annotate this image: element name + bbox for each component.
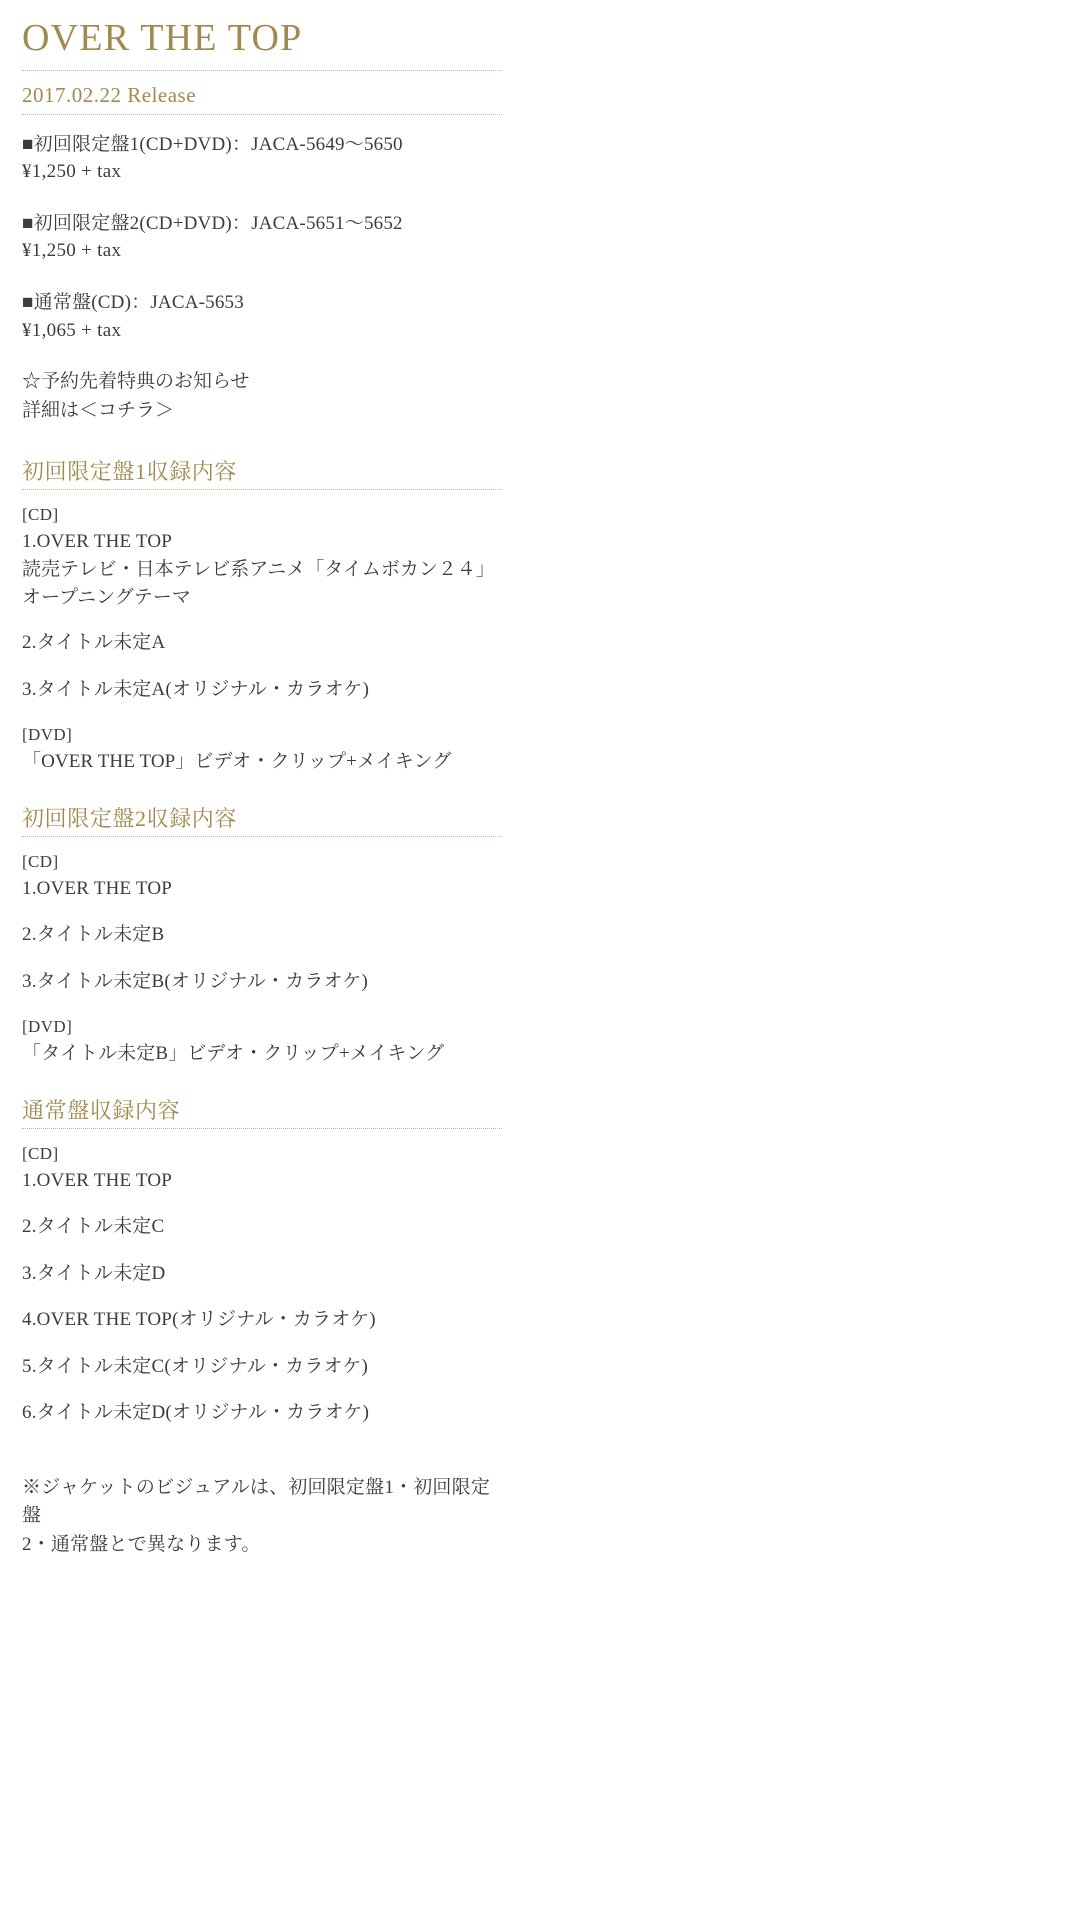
edition-price: ¥1,250 + tax xyxy=(22,161,122,183)
tracklist xyxy=(22,502,600,776)
track-item: 6.タイトル未定D(オリジナル・カラオケ) xyxy=(22,1402,370,1424)
tracklist-section-regular xyxy=(22,1094,600,1428)
tracklist-section-limited-2 xyxy=(22,802,600,1068)
track-item: 2.タイトル未定C xyxy=(22,1216,165,1238)
jacket-visual-footnote xyxy=(22,1474,502,1560)
edition-name: ■初回限定盤2(CD+DVD)：JACA-5651〜5652 xyxy=(22,212,403,234)
edition-name: ■通常盤(CD)：JACA-5653 xyxy=(22,291,244,313)
title-divider xyxy=(22,70,502,71)
track-item: 1.OVER THE TOP xyxy=(22,530,173,552)
track-item: 3.タイトル未定B(オリジナル・カラオケ) xyxy=(22,970,369,992)
preorder-bonus-notice xyxy=(22,368,600,425)
tracklist xyxy=(22,849,600,1068)
track-item: 3.タイトル未定A(オリジナル・カラオケ) xyxy=(22,678,370,700)
track-item: 1.OVER THE TOP xyxy=(22,877,173,899)
track-item: 2.タイトル未定A xyxy=(22,632,166,654)
tracklist-section-limited-1 xyxy=(22,455,600,776)
section-heading: 通常盤収録内容 xyxy=(22,1098,181,1124)
edition-item xyxy=(22,289,600,344)
notice-heading: ☆予約先着特典のお知らせ xyxy=(22,371,250,393)
media-label-dvd: [DVD] xyxy=(22,725,73,745)
footnote-line: ※ジャケットのビジュアルは、初回限定盤1・初回限定盤 xyxy=(22,1476,491,1527)
media-label-cd: [CD] xyxy=(22,852,59,872)
track-item: 1.OVER THE TOP xyxy=(22,1169,173,1191)
page-title: OVER THE TOP xyxy=(22,17,303,59)
track-item: 2.タイトル未定B xyxy=(22,924,165,946)
footnote-line: 2・通常盤とで異なります。 xyxy=(22,1533,261,1555)
dvd-group xyxy=(22,722,600,776)
track-note: 読売テレビ・日本テレビ系アニメ「タイムボカン２４」オープニングテーマ xyxy=(22,559,486,608)
track-item: 5.タイトル未定C(オリジナル・カラオケ) xyxy=(22,1355,369,1377)
edition-price: ¥1,065 + tax xyxy=(22,319,122,341)
section-heading: 初回限定盤2収録内容 xyxy=(22,806,238,832)
release-date: 2017.02.22 Release xyxy=(22,82,197,107)
section-divider xyxy=(22,489,502,490)
section-heading: 初回限定盤1収録内容 xyxy=(22,459,238,485)
release-date-divider xyxy=(22,114,502,115)
edition-name: ■初回限定盤1(CD+DVD)：JACA-5649〜5650 xyxy=(22,133,403,155)
content-column xyxy=(0,18,600,1559)
media-label-dvd: [DVD] xyxy=(22,1017,73,1037)
track-item: 4.OVER THE TOP(オリジナル・カラオケ) xyxy=(22,1309,376,1331)
page-left-margin xyxy=(0,0,5,1920)
section-divider xyxy=(22,1128,502,1129)
tracklist xyxy=(22,1141,600,1428)
edition-item xyxy=(22,210,600,265)
dvd-item: 「OVER THE TOP」ビデオ・クリップ+メイキング xyxy=(22,750,452,772)
track-item: 3.タイトル未定D xyxy=(22,1262,166,1284)
notice-detail-link[interactable]: 詳細は＜コチラ＞ xyxy=(22,399,175,421)
section-divider xyxy=(22,836,502,837)
dvd-group xyxy=(22,1014,600,1068)
edition-item xyxy=(22,131,600,186)
media-label-cd: [CD] xyxy=(22,505,59,525)
dvd-item: 「タイトル未定B」ビデオ・クリップ+メイキング xyxy=(22,1042,445,1064)
edition-price: ¥1,250 + tax xyxy=(22,240,122,262)
media-label-cd: [CD] xyxy=(22,1144,59,1164)
